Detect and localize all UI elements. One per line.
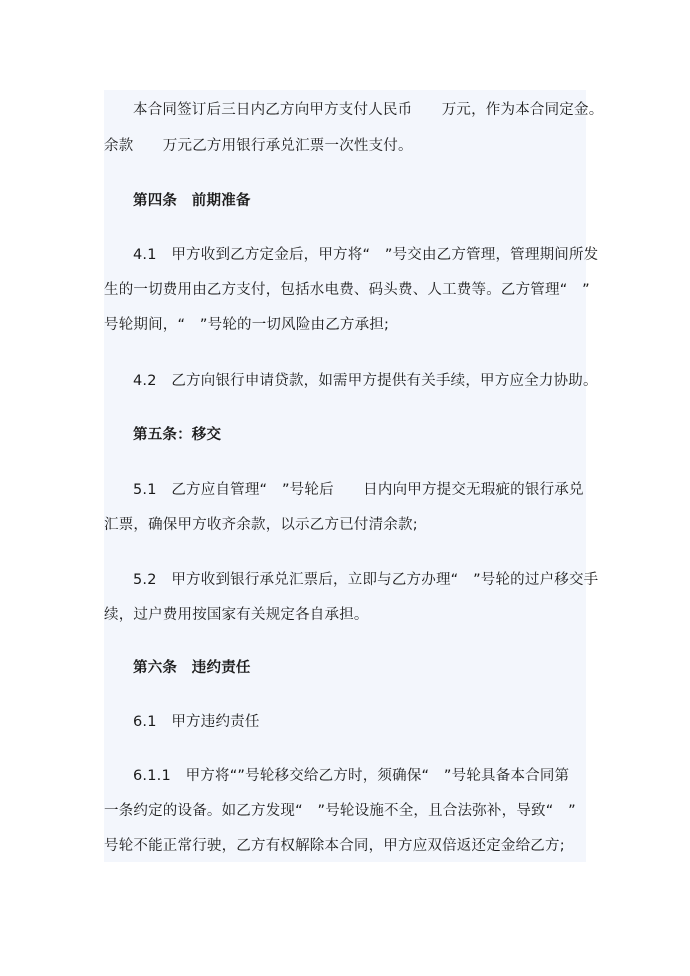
clause-4-2: 4.2 乙方向银行申请贷款，如需甲方提供有关手续，甲方应全力协助。 [133, 373, 598, 389]
paragraph-deposit-line-1: 本合同签订后三日内乙方向甲方支付人民币 万元，作为本合同定金。 [133, 102, 604, 118]
article-6-heading: 第六条 违约责任 [133, 660, 251, 676]
clause-4-1-line-1: 4.1 甲方收到乙方定金后，甲方将“ ”号交由乙方管理，管理期间所发 [133, 247, 599, 263]
document-page-body [104, 90, 604, 862]
clause-5-2-line-2: 续，过户费用按国家有关规定各自承担。 [104, 607, 369, 623]
article-4-heading: 第四条 前期准备 [133, 193, 251, 209]
clause-6-1-1-line-1: 6.1.1 甲方将“”号轮移交给乙方时，须确保“ ”号轮具备本合同第 [133, 768, 570, 784]
clause-5-1-line-1: 5.1 乙方应自管理“ ”号轮后 日内向甲方提交无瑕疵的银行承兑 [133, 482, 584, 498]
clause-6-1: 6.1 甲方违约责任 [133, 714, 260, 730]
clause-4-1-line-3: 号轮期间，“ ”号轮的一切风险由乙方承担; [104, 317, 390, 333]
clause-4-1-line-2: 生的一切费用由乙方支付，包括水电费、码头费、人工费等。乙方管理“ ” [104, 282, 590, 298]
clause-5-2-line-1: 5.2 甲方收到银行承兑汇票后，立即与乙方办理“ ”号轮的过户移交手 [133, 572, 599, 588]
clause-6-1-1-line-2: 一条约定的设备。如乙方发现“ ”号轮设施不全，且合法弥补，导致“ ” [104, 803, 576, 819]
paragraph-deposit-line-2: 余款 万元乙方用银行承兑汇票一次性支付。 [104, 138, 413, 154]
clause-6-1-1-line-3: 号轮不能正常行驶，乙方有权解除本合同，甲方应双倍返还定金给乙方; [104, 838, 565, 854]
article-5-heading: 第五条：移交 [133, 427, 222, 443]
clause-5-1-line-2: 汇票，确保甲方收齐余款，以示乙方已付清余款; [104, 517, 418, 533]
